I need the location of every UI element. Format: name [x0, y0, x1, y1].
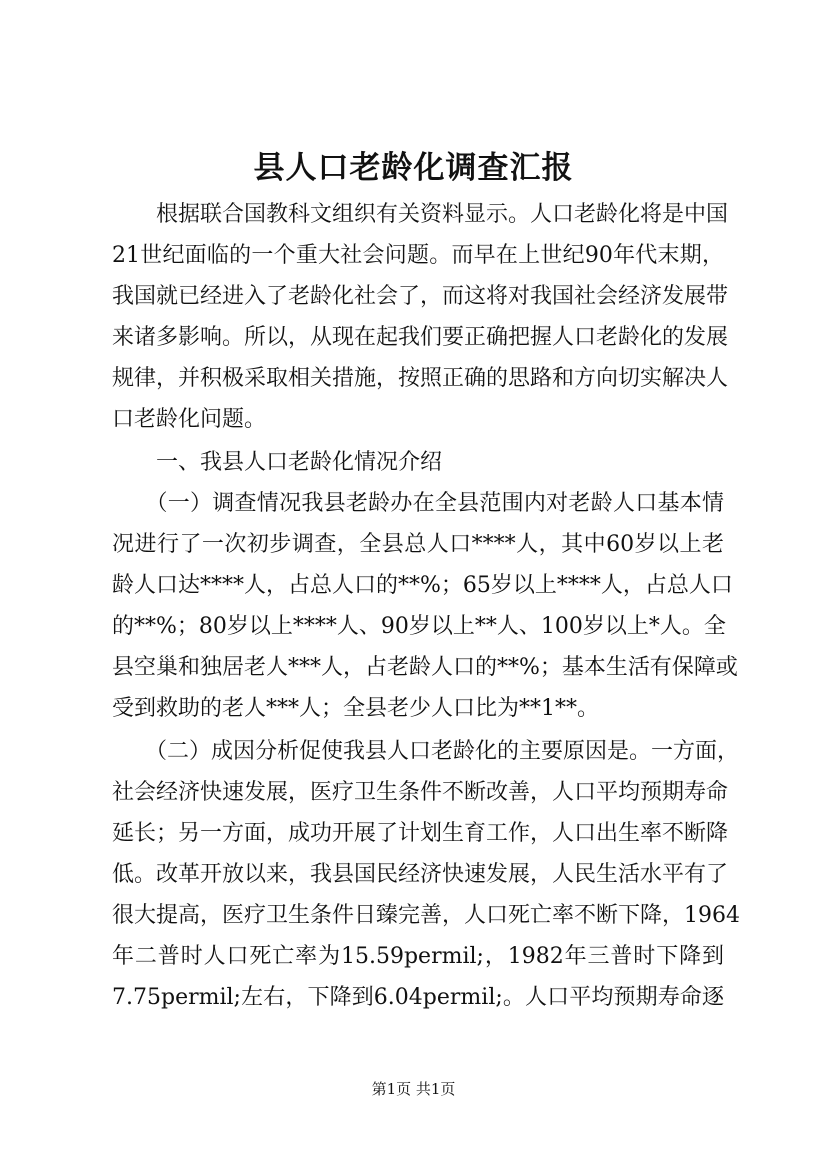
body-line: （一）调查情况我县老龄办在全县范围内对老龄人口基本情: [112, 491, 724, 516]
body-line: 低。改革开放以来，我县国民经济快速发展，人民生活水平有了: [112, 862, 729, 887]
section-heading: 一、我县人口老龄化情况介绍: [112, 450, 443, 475]
body-line: 县空巢和独居老人***人，占老龄人口的**%；基本生活有保障或: [112, 655, 738, 680]
body-line: （二）成因分析促使我县人口老龄化的主要原因是。一方面，: [112, 739, 740, 764]
body-line: 来诸多影响。所以，从现在起我们要正确把握人口老龄化的发展: [112, 325, 729, 350]
body-line: 龄人口达****人，占总人口的**%；65岁以上****人，占总人口: [112, 573, 733, 598]
page-footer: 第1页 共1页: [371, 1080, 456, 1098]
body-line: 社会经济快速发展，医疗卫生条件不断改善，人口平均预期寿命: [112, 780, 729, 805]
body-line: 根据联合国教科文组织有关资料显示。人口老龄化将是中国: [112, 202, 729, 227]
body-line: 况进行了一次初步调查，全县总人口****人，其中60岁以上老: [112, 532, 724, 557]
body-line: 7.75permil;左右，下降到6.04permil;。人口平均预期寿命逐: [112, 985, 724, 1010]
body-line: 21世纪面临的一个重大社会问题。而早在上世纪90年代末期，: [112, 243, 724, 268]
body-line: 年二普时人口死亡率为15.59permil;，1982年三普时下降到: [112, 944, 724, 969]
body-line: 很大提高，医疗卫生条件日臻完善，人口死亡率不断下降，1964: [112, 903, 740, 928]
body-line: 我国就已经进入了老龄化社会了，而这将对我国社会经济发展带: [112, 284, 729, 309]
document-title: 县人口老龄化调查汇报: [253, 150, 574, 186]
body-line: 规律，并积极采取相关措施，按照正确的思路和方向切实解决人: [112, 366, 729, 391]
body-line: 受到救助的老人***人；全县老少人口比为**1**。: [112, 696, 599, 721]
body-line: 延长；另一方面，成功开展了计划生育工作，人口出生率不断降: [112, 821, 729, 846]
body-line: 的**%；80岁以上****人、90岁以上**人、100岁以上*人。全: [112, 614, 726, 639]
body-line: 口老龄化问题。: [112, 407, 267, 432]
